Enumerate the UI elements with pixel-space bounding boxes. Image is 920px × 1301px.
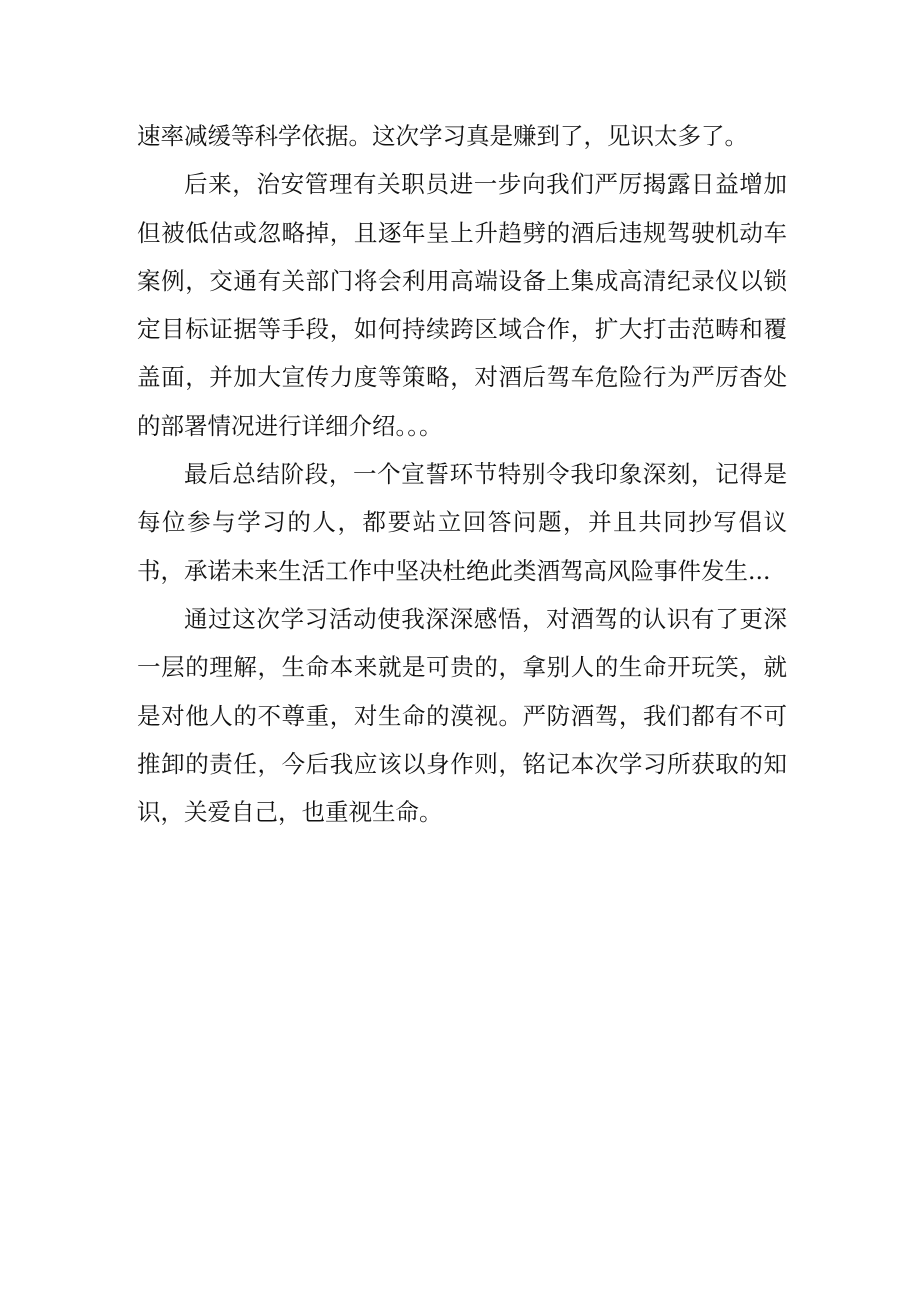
paragraph-4: 通过这次学习活动使我深深感悟，对酒驾的认识有了更深一层的理解，生命本来就是可贵的，拿别人的生命开玩笑，就是对他人的不尊重，对生命的漠视。严防酒驾，我们都有不可推卸的责任，今后我应该以身作则，铭记本次学习所获取的知识，关爱自己，也重视生命。 bbox=[137, 604, 787, 827]
paragraph-3: 最后总结阶段，一个宣誓环节特别令我印象深刻，记得是每位参与学习的人，都要站立回答问题，并且共同抄写倡议书，承诺未来生活工作中坚决杜绝此类酒驾高风险事件发生... bbox=[137, 460, 787, 585]
paragraph-1: 速率减缓等科学依据。这次学习真是赚到了，见识太多了。 bbox=[137, 122, 748, 150]
paragraph-2: 后来，治安管理有关职员进一步向我们严厉揭露日益增加但被低估或忽略掉，且逐年呈上升趋劈的酒后违规驾驶机动车案例，交通有关部门将会利用高端设备上集成高清纪录仪以锁定目标证据等手段，如何持续跨区域合作，扩大打击范畴和覆盖面，并加大宣传力度等策略，对酒后驾车危险行为严厉杳处的部署情况进行详细介绍。。。 bbox=[137, 170, 787, 440]
document-body bbox=[137, 112, 787, 836]
